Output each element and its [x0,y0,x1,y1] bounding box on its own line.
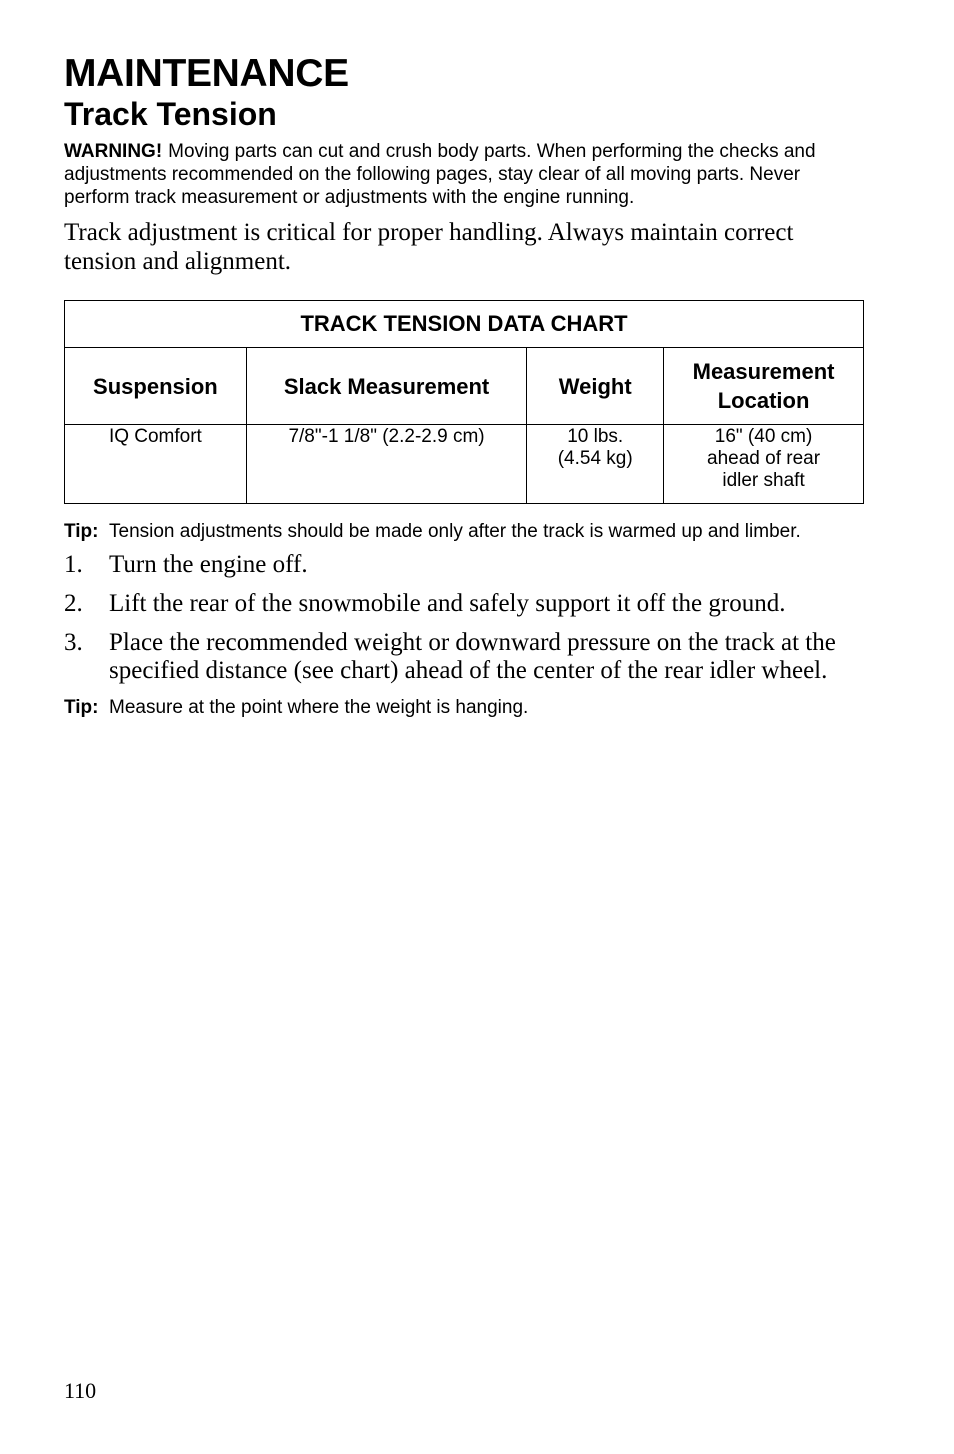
step-number: 2. [64,590,83,617]
header-measurement-location: Measurement Location [664,348,864,425]
intro-paragraph: Track adjustment is critical for proper handling. Always maintain correct tension and alignment. [64,219,794,275]
page-content [64,52,864,719]
tip-label: Tip: [64,521,99,542]
chart-header-row [65,348,864,425]
list-item [64,590,864,618]
tip-measure [64,696,864,719]
tip-text: Tension adjustments should be made only after the track is warmed up and limber. [109,521,801,542]
tip-tension [64,520,864,543]
list-item [64,551,864,579]
section-title: MAINTENANCE [64,52,349,95]
track-tension-data-chart [64,300,864,504]
warning-text: Moving parts can cut and crush body parts. When performing the checks and adjustments recommended on the following pages, stay clear of all moving parts. Never perform track measurement or adjustments with the engine running. [64,141,816,208]
step-text: Lift the rear of the snowmobile and safely support it off the ground. [109,590,786,617]
step-text: Place the recommended weight or downward pressure on the track at the specified distance (see chart) ahead of the center of the rear idler wheel. [109,629,836,684]
tip-label: Tip: [64,697,99,718]
header-suspension: Suspension [65,348,247,425]
page-number: 110 [64,1378,97,1403]
header-weight: Weight [527,348,664,425]
step-number: 1. [64,551,83,578]
cell-measurement-location: 16" (40 cm) ahead of rear idler shaft [664,425,864,504]
table-row [65,425,864,504]
cell-weight: 10 lbs. (4.54 kg) [527,425,664,504]
header-slack-measurement: Slack Measurement [246,348,527,425]
step-text: Turn the engine off. [109,551,308,578]
tip-text: Measure at the point where the weight is hanging. [109,697,529,718]
warning-paragraph [64,140,864,209]
steps-list [64,551,864,685]
chart-title-row [65,301,864,348]
subsection-title: Track Tension [64,96,277,132]
list-item [64,629,864,685]
chart-title: TRACK TENSION DATA CHART [65,301,864,348]
cell-suspension: IQ Comfort [65,425,247,504]
cell-slack-measurement: 7/8"-1 1/8" (2.2-2.9 cm) [246,425,527,504]
warning-label: WARNING! [64,141,163,162]
step-number: 3. [64,629,83,656]
